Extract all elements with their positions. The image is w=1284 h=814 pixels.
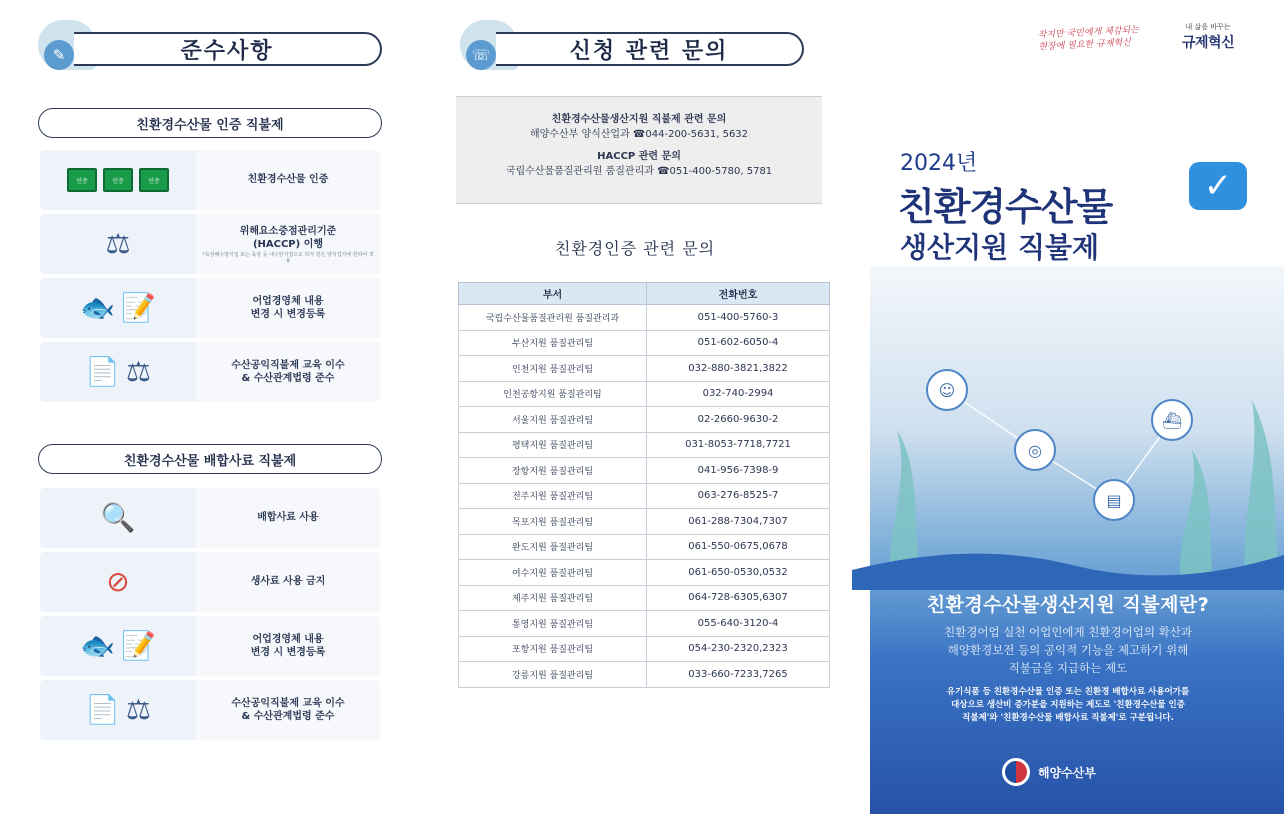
- phone-cell: 051-400-5760-3: [647, 305, 830, 331]
- table-row: [459, 381, 830, 407]
- certification-badges-icon: 인증 인증 인증: [40, 150, 196, 210]
- phone-cell: 054-230-2320,2323: [647, 636, 830, 662]
- list-item: [40, 278, 380, 338]
- info-heading: HACCP 관련 문의: [597, 151, 681, 162]
- department-cell: 인천공항지원 품질관리팀: [459, 381, 647, 407]
- cover-title: 친환경수산물: [898, 185, 1113, 229]
- column-header: 부서: [459, 283, 647, 305]
- info-contact: 국립수산물품질관리원 품질관리과 ☎051-400-5780, 5781: [505, 165, 773, 177]
- requirement-text: 수산공익직불제 교육 이수 & 수산관계법령 준수: [231, 697, 345, 722]
- table-row: [459, 432, 830, 458]
- section-title: 준수사항: [74, 32, 382, 66]
- requirement-text: 어업경영체 내용 변경 시 변경등록: [250, 295, 326, 320]
- svg-text:▤: ▤: [1106, 491, 1122, 510]
- no-raw-feed-icon: ⊘: [106, 565, 130, 598]
- department-cell: 여수지원 품질관리팀: [459, 560, 647, 586]
- department-cell: 목포지원 품질관리팀: [459, 509, 647, 535]
- brand-subtitle: 내 삶을 바꾸는: [1185, 23, 1231, 31]
- phone-cell: 061-288-7304,7307: [647, 509, 830, 535]
- document-gavel-icon: 📄 ⚖: [85, 355, 151, 388]
- seaweed-icon: [1180, 450, 1214, 590]
- phone-cell: 063-276-8525-7: [647, 483, 830, 509]
- phone-icon: ☏: [466, 40, 496, 70]
- section-title: 신청 관련 문의: [496, 32, 804, 66]
- requirement-text: 수산공익직불제 교육 이수 & 수산관계법령 준수: [231, 359, 345, 384]
- department-cell: 포항지원 품질관리팀: [459, 636, 647, 662]
- ministry-logo: [1002, 758, 1096, 786]
- cover-panel: [852, 0, 1284, 814]
- compliance-panel: [0, 0, 420, 814]
- cover-subtitle: 생산지원 직불제: [900, 231, 1100, 264]
- gavel-icon: ⚖: [105, 227, 131, 260]
- table-row: [459, 509, 830, 535]
- department-cell: 통영지원 품질관리팀: [459, 611, 647, 637]
- phone-cell: 033-660-7233,7265: [647, 662, 830, 688]
- slogan: 작지만 국민에게 체감되는 현장에 필요한 규제혁신: [1037, 25, 1140, 53]
- department-cell: 강릉지원 품질관리팀: [459, 662, 647, 688]
- department-cell: 전주지원 품질관리팀: [459, 483, 647, 509]
- contact-table: [458, 282, 830, 688]
- table-row: [459, 611, 830, 637]
- phone-cell: 061-650-0530,0532: [647, 560, 830, 586]
- table-row: [459, 585, 830, 611]
- info-heading: 친환경수산물생산지원 직불제 관련 문의: [551, 114, 727, 125]
- department-cell: 인천지원 품질관리팀: [459, 356, 647, 382]
- requirement-text: 생사료 사용 금지: [250, 576, 326, 588]
- phone-cell: 055-640-3120-4: [647, 611, 830, 637]
- taegeuk-icon: [1002, 758, 1030, 786]
- table-row: [459, 483, 830, 509]
- brand-logo: [1182, 22, 1234, 52]
- group-title-feed: 친환경수산물 배합사료 직불제: [38, 444, 382, 474]
- list-item: [40, 342, 380, 402]
- requirement-text: 배합사료 사용: [257, 512, 319, 524]
- table-row: [459, 330, 830, 356]
- feed-requirements: [40, 488, 380, 744]
- table-row: [459, 662, 830, 688]
- seabed: [852, 554, 1284, 590]
- list-item: [40, 680, 380, 740]
- table-row: [459, 636, 830, 662]
- year-label: 2024년: [900, 151, 978, 176]
- checklist-icon: ✎: [44, 40, 74, 70]
- contact-info-box: [456, 96, 822, 204]
- svg-text:⛴: ⛴: [1161, 411, 1183, 430]
- document-gavel-icon: 📄 ⚖: [85, 693, 151, 726]
- brand-title: 규제혁신: [1182, 35, 1235, 51]
- phone-cell: 032-880-3821,3822: [647, 356, 830, 382]
- table-row: [459, 560, 830, 586]
- check-icon: ✓: [1189, 162, 1247, 210]
- table-row: [459, 534, 830, 560]
- phone-cell: 064-728-6305,6307: [647, 585, 830, 611]
- description-detail: 유기식품 등 친환경수산물 인증 또는 친환경 배합사료 사용어가를 대상으로 생산비 증가분을 지원하는 제도로 '친환경수산물 인증 직불제'와 '친환경수산물 배합사료 직불제'로 구분됩니다.: [946, 687, 1190, 724]
- description: 친환경어업 실천 어업인에게 친환경어업의 확산과 해양환경보전 등의 공익적 기능을 제고하기 위해 직불금을 지급하는 제도: [944, 625, 1192, 675]
- department-cell: 국립수산물품질관리원 품질관리과: [459, 305, 647, 331]
- certification-requirements: [40, 150, 380, 406]
- fish-document-icon: 🐟 📝: [80, 629, 156, 662]
- phone-cell: 041-956-7398-9: [647, 458, 830, 484]
- contact-panel: [420, 0, 850, 814]
- phone-cell: 031-8053-7718,7721: [647, 432, 830, 458]
- phone-cell: 02-2660-9630-2: [647, 407, 830, 433]
- department-cell: 서울지원 품질관리팀: [459, 407, 647, 433]
- department-cell: 완도지원 품질관리팀: [459, 534, 647, 560]
- table-row: [459, 356, 830, 382]
- section-header-compliance: [38, 20, 382, 68]
- department-cell: 제주지원 품질관리팀: [459, 585, 647, 611]
- feed-search-icon: 🔍: [100, 501, 136, 534]
- seabed-illustration: [852, 300, 1284, 590]
- question-heading: 친환경수산물생산지원 직불제란?: [926, 594, 1210, 616]
- list-item: [40, 150, 380, 210]
- phone-cell: 061-550-0675,0678: [647, 534, 830, 560]
- department-cell: 평택지원 품질관리팀: [459, 432, 647, 458]
- table-row: [459, 407, 830, 433]
- fish-document-icon: 🐟 📝: [80, 291, 156, 324]
- table-row: [459, 305, 830, 331]
- phone-cell: 032-740-2994: [647, 381, 830, 407]
- list-item: [40, 616, 380, 676]
- requirement-text: 위해요소중점관리기준 (HACCP) 이행: [239, 225, 337, 250]
- svg-text:☺: ☺: [938, 381, 956, 400]
- requirement-text: 어업경영체 내용 변경 시 변경등록: [250, 633, 326, 658]
- info-contact: 해양수산부 양식산업과 ☎044-200-5631, 5632: [529, 128, 749, 140]
- requirement-text: 친환경수산물 인증: [247, 174, 329, 186]
- department-cell: 장항지원 품질관리팀: [459, 458, 647, 484]
- table-title: 친환경인증 관련 문의: [554, 239, 716, 258]
- ministry-name: 해양수산부: [1038, 765, 1096, 780]
- list-item: [40, 214, 380, 274]
- requirement-note: *육상해수양식업 또는 육상 등 내수양식업으로 허가 받은 양식업자에 한하여 적용: [202, 251, 374, 264]
- section-header-contact: [460, 20, 804, 68]
- table-header-row: [459, 283, 830, 305]
- phone-cell: 051-602-6050-4: [647, 330, 830, 356]
- group-title-certification: 친환경수산물 인증 직불제: [38, 108, 382, 138]
- column-header: 전화번호: [647, 283, 830, 305]
- list-item: [40, 488, 380, 548]
- department-cell: 부산지원 품질관리팀: [459, 330, 647, 356]
- table-row: [459, 458, 830, 484]
- list-item: [40, 552, 380, 612]
- svg-text:◎: ◎: [1028, 441, 1042, 460]
